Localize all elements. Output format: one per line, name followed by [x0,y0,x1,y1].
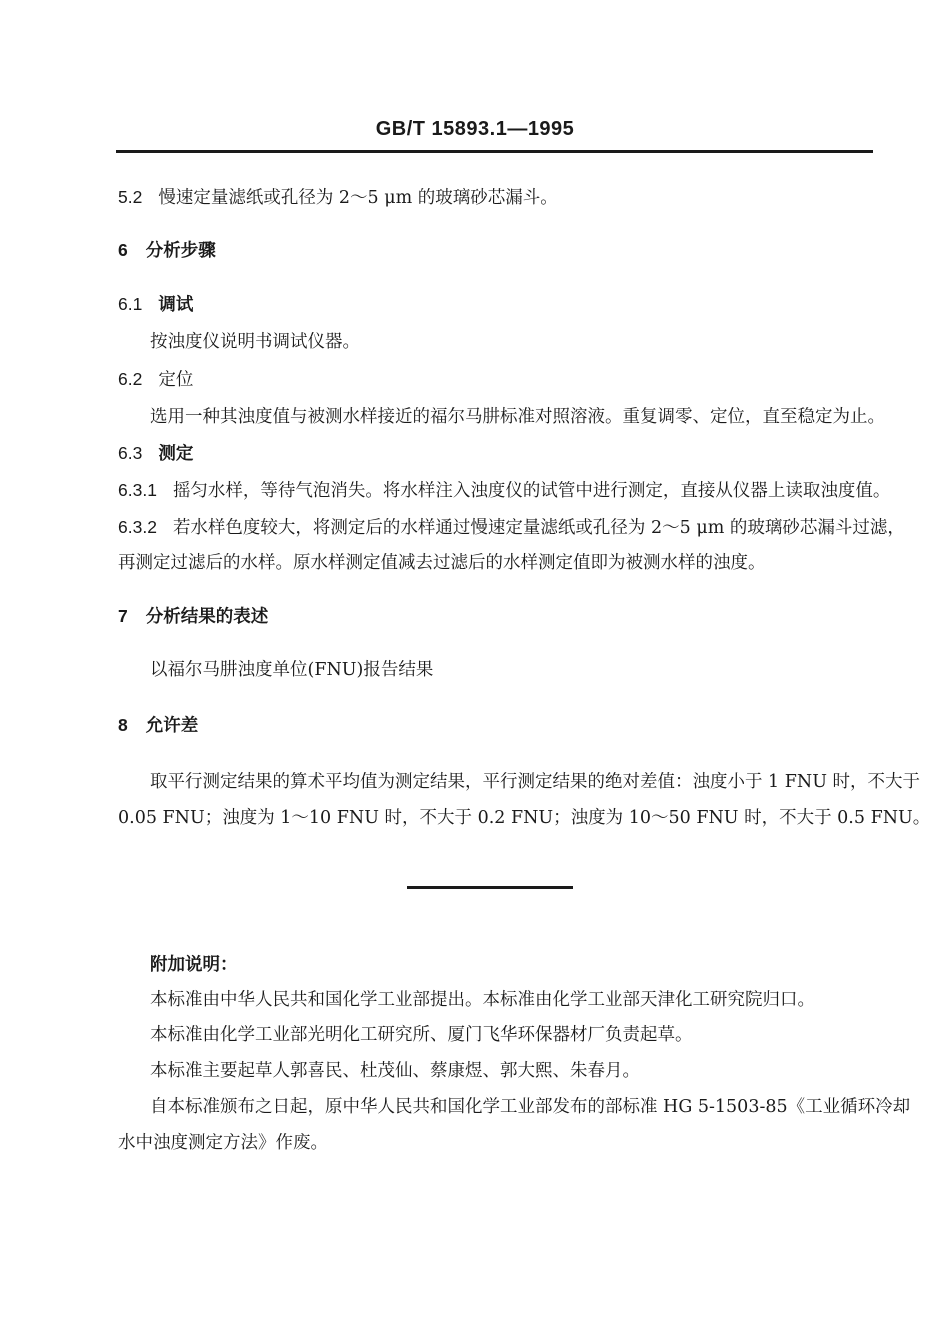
clause-number: 6.1 [118,294,143,314]
clause-number: 6.3 [118,443,143,463]
clause-title: 调试 [158,295,194,315]
header-rule [116,150,873,153]
clause-title: 测定 [158,444,194,464]
clause-6-1-heading [118,292,193,317]
section-8-body-line-1: 取平行测定结果的算术平均值为测定结果，平行测定结果的绝对差值：浊度小于 1 FNU 时，不大于 [150,772,921,792]
section-title: 分析结果的表述 [145,607,269,627]
clause-number: 5.2 [118,187,143,207]
clause-title: 定位 [158,370,194,390]
clause-6-1-body: 按浊度仪说明书调试仪器。 [150,332,360,352]
section-7-body: 以福尔马肼浊度单位(FNU)报告结果 [150,660,434,680]
section-8-body-line-2: 0.05 FNU；浊度为 1～10 FNU 时，不大于 0.2 FNU；浊度为 10～50 FNU 时，不大于 0.5 FNU。 [118,808,931,828]
section-6-heading [118,238,216,263]
section-title: 分析步骤 [145,241,216,261]
clause-6-2-body: 选用一种其浊度值与被测水样接近的福尔马肼标准对照溶液。重复调零、定位，直至稳定为止。 [150,407,885,427]
clause-text: 摇匀水样，等待气泡消失。将水样注入浊度仪的试管中进行测定，直接从仪器上读取浊度值。 [172,481,891,501]
section-8-heading [118,713,198,738]
notes-line-3: 本标准主要起草人郭喜民、杜茂仙、蔡康煜、郭大熙、朱春月。 [150,1061,640,1081]
end-rule [407,886,573,889]
clause-number: 6.3.2 [118,517,157,537]
clause-6-3-heading [118,441,193,466]
notes-line-2: 本标准由化学工业部光明化工研究所、厦门飞华环保器材厂负责起草。 [150,1025,693,1045]
section-number: 6 [118,240,128,260]
clause-number: 6.3.1 [118,480,157,500]
clause-6-3-2-line-2: 再测定过滤后的水样。原水样测定值减去过滤后的水样测定值即为被测水样的浊度。 [118,553,766,573]
clause-text-line-1: 若水样色度较大，将测定后的水样通过慢速定量滤纸或孔径为 2～5 μm 的玻璃砂芯漏斗过滤， [172,518,905,538]
section-7-heading [118,604,268,629]
notes-line-1: 本标准由中华人民共和国化学工业部提出。本标准由化学工业部天津化工研究院归口。 [150,990,815,1010]
section-number: 7 [118,606,128,626]
notes-line-4b: 水中浊度测定方法》作废。 [118,1133,328,1153]
notes-title: 附加说明： [150,955,238,975]
section-number: 8 [118,715,128,735]
clause-number: 6.2 [118,369,143,389]
clause-6-3-2 [118,515,905,540]
standard-code: GB/T 15893.1—1995 [375,118,575,140]
clause-6-3-1 [118,478,890,503]
clause-5-2 [118,185,558,210]
notes-line-4a: 自本标准颁布之日起，原中华人民共和国化学工业部发布的部标准 HG 5-1503-85《工业循环冷却 [150,1097,911,1117]
clause-6-2-heading [118,367,193,392]
section-title: 允许差 [145,716,199,736]
clause-text: 慢速定量滤纸或孔径为 2～5 μm 的玻璃砂芯漏斗。 [158,188,558,208]
